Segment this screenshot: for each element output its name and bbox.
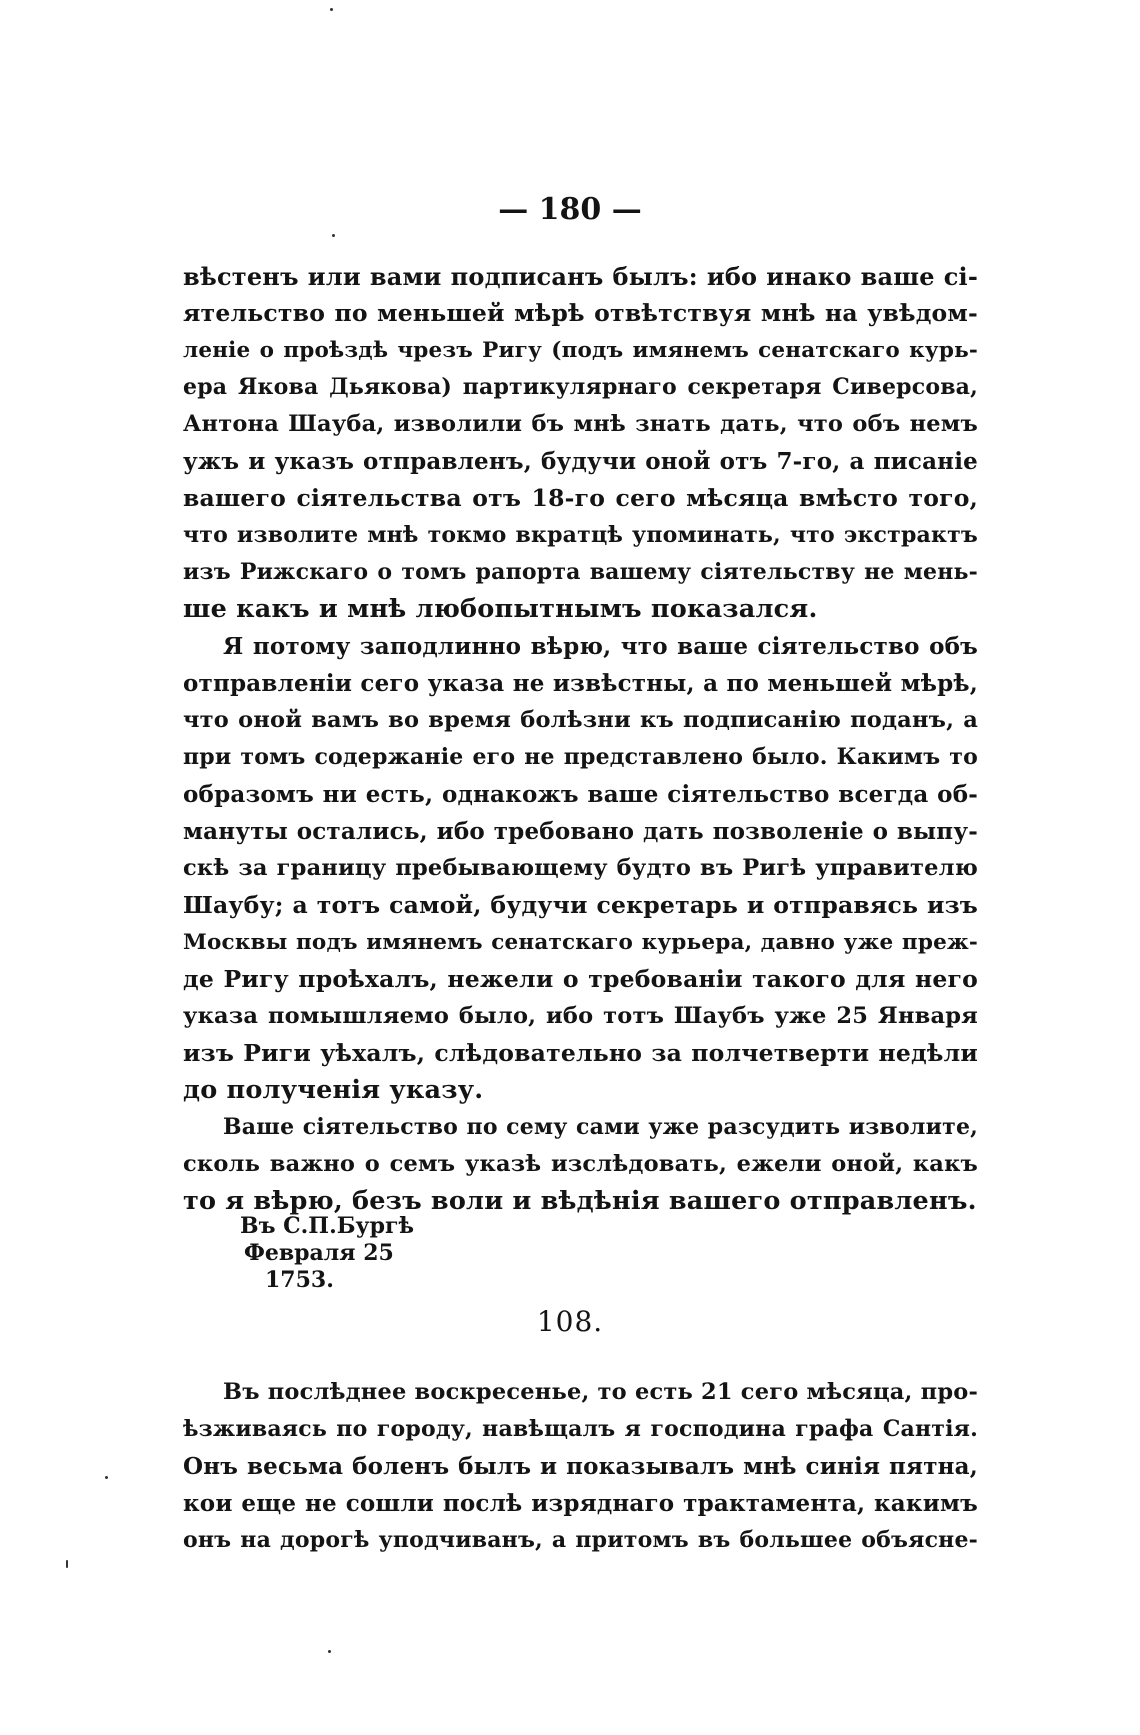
paragraph bbox=[183, 628, 978, 1109]
text-line: Ваше сіятельство по сему сами уже разсудить изволите, bbox=[223, 1114, 978, 1140]
text-line: при томъ содержаніе его не представлено было. Какимъ то bbox=[183, 744, 978, 770]
dateline-place: Въ С.П.Бургѣ bbox=[240, 1213, 414, 1239]
text-line: Антона Шауба, изволили бъ мнѣ знать дать, что объ немъ bbox=[183, 411, 978, 437]
paragraph bbox=[183, 258, 978, 628]
text-line: ше какъ и мнѣ любопытнымъ показался. bbox=[183, 594, 818, 624]
text-line: изъ Риги уѣхалъ, слѣдовательно за полчетверти недѣли bbox=[183, 1039, 978, 1067]
text-line: указа помышляемо было, ибо тотъ Шаубъ уже 25 Января bbox=[183, 1003, 978, 1029]
text-line: Онъ весьма боленъ былъ и показывалъ мнѣ синія пятна, bbox=[183, 1453, 978, 1480]
text-line: то я вѣрю, безъ воли и вѣдѣнія вашего отправленъ. bbox=[183, 1186, 977, 1216]
text-line: вашего сіятельства отъ 18-го сего мѣсяца вмѣсто того, bbox=[183, 484, 978, 512]
text-line: ятельство по меньшей мѣрѣ отвѣтствуя мнѣ на увѣдом- bbox=[183, 299, 978, 327]
scan-speck bbox=[328, 1650, 331, 1653]
dateline-year: 1753. bbox=[265, 1267, 334, 1293]
dateline-date: Февраля 25 bbox=[244, 1240, 394, 1266]
letter-107-body bbox=[183, 258, 978, 1220]
text-line: отправленіи сего указа не извѣстны, а по меньшей мѣрѣ, bbox=[183, 670, 978, 697]
letter-108-body bbox=[183, 1374, 978, 1559]
text-line: вѣстенъ или вами подписанъ былъ: ибо инако ваше сі- bbox=[183, 262, 978, 291]
scan-speck bbox=[332, 234, 335, 237]
text-line: Въ послѣднее воскресенье, то есть 21 сего мѣсяца, про- bbox=[223, 1379, 978, 1405]
text-line: Шаубу; а тотъ самой, будучи секретарь и отправясь изъ bbox=[183, 891, 978, 919]
text-line: сколь важно о семъ указѣ изслѣдовать, ежели оной, какъ bbox=[183, 1151, 978, 1177]
text-line: изъ Рижскаго о томъ рапорта вашему сіятельству не мень- bbox=[183, 559, 978, 585]
paragraph bbox=[183, 1374, 978, 1559]
text-line: ѣзживаясь по городу, навѣщалъ я господина графа Сантія. bbox=[183, 1416, 978, 1442]
text-line: Москвы подъ имянемъ сенатскаго курьера, давно уже преж- bbox=[183, 930, 978, 955]
scan-speck bbox=[66, 1560, 68, 1568]
text-line: мануты остались, ибо требовано дать позволеніе о выпу- bbox=[183, 818, 978, 845]
text-line: до полученія указу. bbox=[183, 1075, 484, 1105]
page-number: — 180 — bbox=[498, 192, 642, 227]
text-line: кои еще не сошли послѣ изряднаго трактамента, какимъ bbox=[183, 1490, 978, 1517]
text-line: образомъ ни есть, однакожъ ваше сіятельство всегда об- bbox=[183, 781, 978, 808]
text-line: де Ригу проѣхалъ, нежели о требованіи такого для него bbox=[183, 965, 978, 993]
paragraph bbox=[183, 1109, 978, 1220]
text-line: ужъ и указъ отправленъ, будучи оной отъ 7-го, а писаніе bbox=[183, 448, 978, 475]
text-line: ера Якова Дьякова) партикулярнаго секретаря Сиверсова, bbox=[183, 374, 978, 400]
text-line: скѣ за границу пребывающему будто въ Ригѣ управителю bbox=[183, 855, 978, 881]
text-line: что оной вамъ во время болѣзни къ подписанію поданъ, а bbox=[183, 707, 978, 733]
text-line: что изволите мнѣ токмо вкратцѣ упоминать, что экстрактъ bbox=[183, 522, 978, 548]
text-line: онъ на дорогѣ уподчиванъ, а притомъ въ большее объясне- bbox=[183, 1527, 978, 1553]
letter-number: 108. bbox=[536, 1305, 604, 1338]
dateline bbox=[0, 1213, 1140, 1294]
scan-speck bbox=[330, 8, 333, 11]
text-line: леніе о проѣздѣ чрезъ Ригу (подъ имянемъ сенатскаго курь- bbox=[183, 338, 978, 363]
text-line: Я потому заподлинно вѣрю, что ваше сіятельство объ bbox=[223, 633, 978, 660]
scan-speck bbox=[105, 1476, 108, 1479]
